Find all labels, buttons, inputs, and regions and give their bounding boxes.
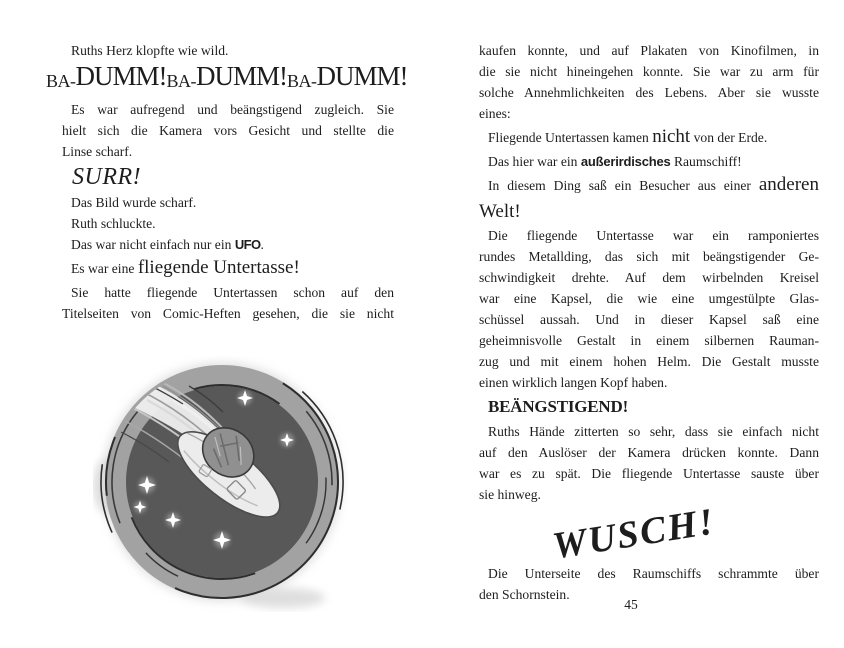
text-line: Sie hatte fliegende Untertassen schon auf den (71, 285, 394, 300)
text-line: einen wirklich langen Kopf haben. (479, 375, 668, 390)
sfx-wusch: WUSCH! (549, 500, 719, 568)
text-line: schüssel aussah. Und in dieser Kapsel saß eine (479, 312, 819, 327)
ufo-emphasis: UFO (234, 237, 261, 252)
text-line: eines: (479, 106, 511, 121)
viewfinder-illustration (93, 356, 349, 612)
text-line: Es war aufregend und beängstigend zugleich. Sie (71, 102, 394, 117)
anderen-emphasis: anderen (758, 174, 819, 195)
alien-emphasis: außerirdisches (580, 154, 671, 169)
text-line: Die fliegende Untertasse war ein ramponiertes (488, 228, 819, 243)
sfx-ba-dumm-item: BA-DUMM! (166, 61, 288, 91)
text-line: war es zu spät. Die fliegende Untertasse sauste über (479, 466, 819, 481)
text-line: Die Unterseite des Raumschiffs schrammte über (488, 566, 819, 581)
sfx-surr: SURR! (72, 164, 142, 190)
right-page-text-column (479, 40, 819, 605)
left-page-text-column (46, 40, 408, 324)
text-line: Ruth schluckte. (71, 216, 156, 231)
text-line: Ruths Hände zitterten so sehr, dass sie einfach nicht (488, 424, 819, 439)
text-line: solche Annehmlichkeiten des Lebens. Aber sie wusste (479, 85, 819, 100)
text-line: kaufen konnte, und auf Plakaten von Kinofilmen, in (479, 43, 819, 58)
text-line-nicht: Fliegende Untertassen kamen nicht von der Erde. (488, 126, 768, 147)
text-line-ufo: Das war nicht einfach nur ein UFO. (71, 237, 264, 252)
text-line: rundes Metallding, das sich mit beängstigender Ge- (479, 249, 819, 264)
nicht-emphasis: nicht (652, 126, 691, 147)
text-line: geheimnisvolle Gestalt in einem silbernen Rauman- (479, 333, 819, 348)
text-line: hielt sich die Kamera vors Gesicht und stellte die (62, 123, 394, 138)
text-line-welt: Welt! (479, 201, 521, 222)
text-line-flying-saucer: Es war eine fliegende Untertasse! (71, 257, 300, 278)
sfx-ba-dumm (46, 61, 408, 99)
text-line: Ruths Herz klopfte wie wild. (71, 43, 229, 58)
text-line-alien: Das hier war ein außerirdisches Raumschiff! (488, 154, 742, 169)
text-line: zug und mit einem hohen Helm. Die Gestalt musste (479, 354, 819, 369)
text-line: die sie nicht hineingehen konnte. Sie war zu arm für (479, 64, 819, 79)
sfx-ba-dumm-item: BA-DUMM! (46, 61, 167, 91)
text-line: war eine Kapsel, die wie eine umgestülpte Glas- (479, 291, 819, 306)
text-line: den Schornstein. (479, 587, 570, 602)
text-line: Linse scharf. (62, 144, 133, 159)
text-line: Das Bild wurde scharf. (71, 195, 197, 210)
text-line: Titelseiten von Comic-Heften gesehen, die sie nicht (62, 306, 394, 321)
saucer-emphasis: fliegende Untertasse! (137, 257, 300, 278)
text-line: auf den Auslöser der Kamera drücken konnte. Dann (479, 445, 819, 460)
text-line-anderen: In diesem Ding saß ein Besucher aus einer anderen (488, 174, 819, 195)
page-number: 45 (624, 597, 638, 612)
text-line: sie hinweg. (479, 487, 541, 502)
sfx-beangstigend: BEÄNGSTIGEND! (488, 397, 629, 416)
sfx-ba-dumm-item: BA-DUMM! (287, 61, 408, 91)
text-line: schwindigkeit drehte. Auf dem wirbelnden Kreisel (479, 270, 819, 285)
